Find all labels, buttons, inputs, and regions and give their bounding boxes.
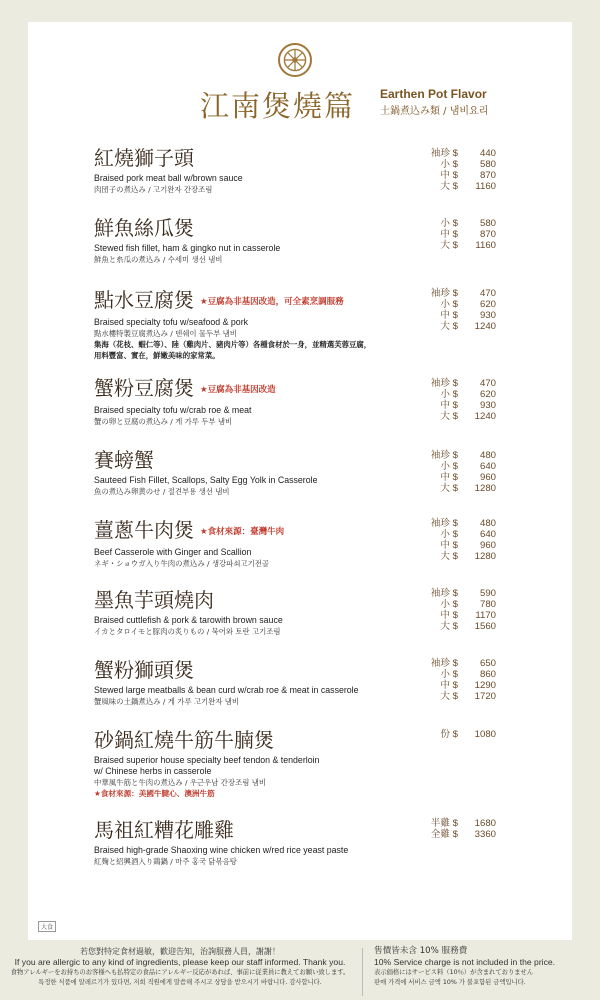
price-list <box>420 148 496 192</box>
price-row: 袖珍 $ 470 <box>430 288 496 299</box>
price-row: 大 $ 1720 <box>440 691 496 702</box>
dish-name: 馬祖紅糟花雕雞 <box>94 818 234 842</box>
price-row: 袖珍 $ 470 <box>430 378 496 389</box>
price-row: 袖珍 $ 650 <box>430 658 496 669</box>
price-list <box>420 729 496 740</box>
footer-divider <box>362 948 363 996</box>
dish-desc-ja: イカとタロイモと豚肉の炙りもの / 묵어와 토란 고기조림 <box>94 627 281 636</box>
dish-desc-ja: ネギ・ショウガ入り牛肉の煮込み / 생강파쇠고기전골 <box>94 559 270 568</box>
price-row: 大 $ 1280 <box>440 483 496 494</box>
price-list <box>420 218 496 251</box>
dish-desc-ja: 魚の煮込み卵黄のせ / 절견부용 생선 냄비 <box>94 487 230 496</box>
dish-desc-en: Stewed fish fillet, ham & gingko nut in casserole <box>94 243 281 253</box>
dish-name: 鮮魚絲瓜煲 <box>94 216 194 240</box>
price-row: 小 $ 580 <box>440 159 496 170</box>
price-row: 小 $ 640 <box>440 461 496 472</box>
price-row: 小 $ 620 <box>440 389 496 400</box>
dish-source-note: ★食材來源：美國牛腱心、澳洲牛筋 <box>94 789 215 798</box>
price-list <box>420 288 496 332</box>
price-list <box>420 818 496 840</box>
price-row: 中 $ 870 <box>440 170 496 181</box>
dish-name: 墨魚芋頭燒肉 <box>94 588 214 612</box>
price-row: 中 $ 870 <box>440 229 496 240</box>
price-row: 小 $ 780 <box>440 599 496 610</box>
service-en: 10% Service charge is not included in the price. <box>374 957 556 967</box>
price-row: 大 $ 1560 <box>440 621 496 632</box>
price-row: 中 $ 960 <box>440 540 496 551</box>
section-title-sub: 土鍋煮込み類 / 냄비요리 <box>380 106 489 117</box>
service-zh: 售價皆未含 10% 服務費 <box>374 946 468 956</box>
section-title-en: Earthen Pot Flavor <box>380 87 487 101</box>
dish-desc-en: Stewed large meatballs & bean curd w/crab roe & meat in casserole <box>94 685 359 695</box>
allergy-ko: 특정한 식품에 알레르기가 있다면, 저희 직원에게 말씀해 주시고 상담을 받으시기 바랍니다. 감사합니다. <box>38 979 322 986</box>
price-row: 中 $ 930 <box>440 400 496 411</box>
price-list <box>420 588 496 632</box>
dish-desc-en: Braised cuttlefish & pork & tarowith brown sauce <box>94 615 283 625</box>
service-ja: 表示価格にはサービス料（10％）が含まれておりません <box>374 969 534 976</box>
price-row: 大 $ 1280 <box>440 551 496 562</box>
dish-desc-ja: 蟹風味の土鍋煮込み / 게 가루 고기완자 냄비 <box>94 697 240 706</box>
dish-desc-en: Braised specialty tofu w/crab roe & meat <box>94 405 252 415</box>
price-row: 半雞 $ 1680 <box>430 818 496 829</box>
dish-desc-ja: 蟹の卵と豆腐の煮込み / 게 가루 두부 냄비 <box>94 417 233 426</box>
dish-desc-en: w/ Chinese herbs in casserole <box>94 766 212 776</box>
dish-desc-en: Beef Casserole with Ginger and Scallion <box>94 547 252 557</box>
footer <box>0 942 600 1000</box>
dish-note: ★豆腐為非基因改造，可全素烹調服務 <box>200 297 344 307</box>
price-row: 袖珍 $ 480 <box>430 450 496 461</box>
allergy-en: If you are allergic to any kind of ingredients, please keep our staff informed. Thank you. <box>14 957 346 967</box>
dish-name: 賽螃蟹 <box>94 448 154 472</box>
dish-desc-ja: 中華風牛筋と牛肉の煮込み / 우근우남 간장조림 냄비 <box>94 778 266 787</box>
dish-desc-en: Sauteed Fish Fillet, Scallops, Salty Egg Yolk in Casserole <box>94 475 318 485</box>
logo-wheel-icon <box>278 43 312 77</box>
service-charge-notice <box>374 946 596 988</box>
dish-name: 蟹粉豆腐煲 ★豆腐為非基因改造 <box>94 376 276 400</box>
price-row: 袖珍 $ 440 <box>430 148 496 159</box>
price-row: 大 $ 1160 <box>440 181 496 192</box>
allergy-notice <box>0 946 360 988</box>
service-ko: 판매 가격에 서비스 금액 10% 가 불포함된 금액입니다. <box>374 979 526 986</box>
dish-name: 點水豆腐煲 ★豆腐為非基因改造，可全素烹調服務 <box>94 288 344 312</box>
dish-desc-en: Braised pork meat ball w/brown sauce <box>94 173 243 183</box>
dish-name: 砂鍋紅燒牛筋牛腩煲 <box>94 728 274 752</box>
price-row: 中 $ 960 <box>440 472 496 483</box>
price-row: 大 $ 1160 <box>440 240 496 251</box>
dish-note: ★豆腐為非基因改造 <box>200 385 276 395</box>
price-row: 小 $ 860 <box>440 669 496 680</box>
dish-detail: 用料豐富、實在，鮮嫩美味的家常菜。 <box>94 351 220 360</box>
price-row: 小 $ 620 <box>440 299 496 310</box>
dish-desc-ja: 紅麹と紹興酒入り鶏鍋 / 마주 홍국 닭볶음탕 <box>94 857 237 866</box>
dish-name: 紅燒獅子頭 <box>94 146 194 170</box>
price-row: 袖珍 $ 480 <box>430 518 496 529</box>
price-list <box>420 378 496 422</box>
price-row: 中 $ 1290 <box>440 680 496 691</box>
price-list <box>420 450 496 494</box>
dish-detail: 集海（花枝、蝦仁等）、陸（雞肉片、豬肉片等）各種食材於一身，並精選芙蓉豆腐， <box>94 340 372 349</box>
allergy-zh: 若您對特定食材過敏，歡迎告知，治詢服務人員，謝謝！ <box>80 947 280 956</box>
price-row: 小 $ 580 <box>440 218 496 229</box>
price-row: 份 $ 1080 <box>440 729 496 740</box>
price-row: 中 $ 1170 <box>440 610 496 621</box>
price-row: 袖珍 $ 590 <box>430 588 496 599</box>
price-row: 中 $ 930 <box>440 310 496 321</box>
dish-desc-ja: 鮮魚と糸瓜の煮込み / 수세미 생선 냄비 <box>94 255 223 264</box>
dish-desc-en: Braised specialty tofu w/seafood & pork <box>94 317 249 327</box>
dish-desc-en: Braised superior house specialty beef tendon & tenderloin <box>94 755 320 765</box>
dish-note: ★食材來源：臺灣牛肉 <box>200 527 285 537</box>
dish-desc-ja: 點水樓特製豆腐煮込み / 덴쉐이 물두부 냄비 <box>94 329 237 338</box>
font-size-tag: 大食 <box>38 921 56 932</box>
dish-name: 蟹粉獅頭煲 <box>94 658 194 682</box>
price-row: 大 $ 1240 <box>440 411 496 422</box>
dish-desc-en: Braised high-grade Shaoxing wine chicken w/red rice yeast paste <box>94 845 349 855</box>
dish-name: 薑蔥牛肉煲 ★食材來源：臺灣牛肉 <box>94 518 285 542</box>
price-row: 大 $ 1240 <box>440 321 496 332</box>
section-title: 江南煲燒篇 <box>200 89 356 123</box>
price-list <box>420 518 496 562</box>
price-row: 小 $ 640 <box>440 529 496 540</box>
price-list <box>420 658 496 702</box>
dish-desc-ja: 肉団子の煮込み / 고기완자 간장조림 <box>94 185 213 194</box>
price-row: 全雞 $ 3360 <box>430 829 496 840</box>
allergy-ja: 食物アレルギーをお持ちのお客様へも払特定の食品にアレルギー反応があれば、事前に従業員に教えてお願い致します。 <box>10 969 350 976</box>
